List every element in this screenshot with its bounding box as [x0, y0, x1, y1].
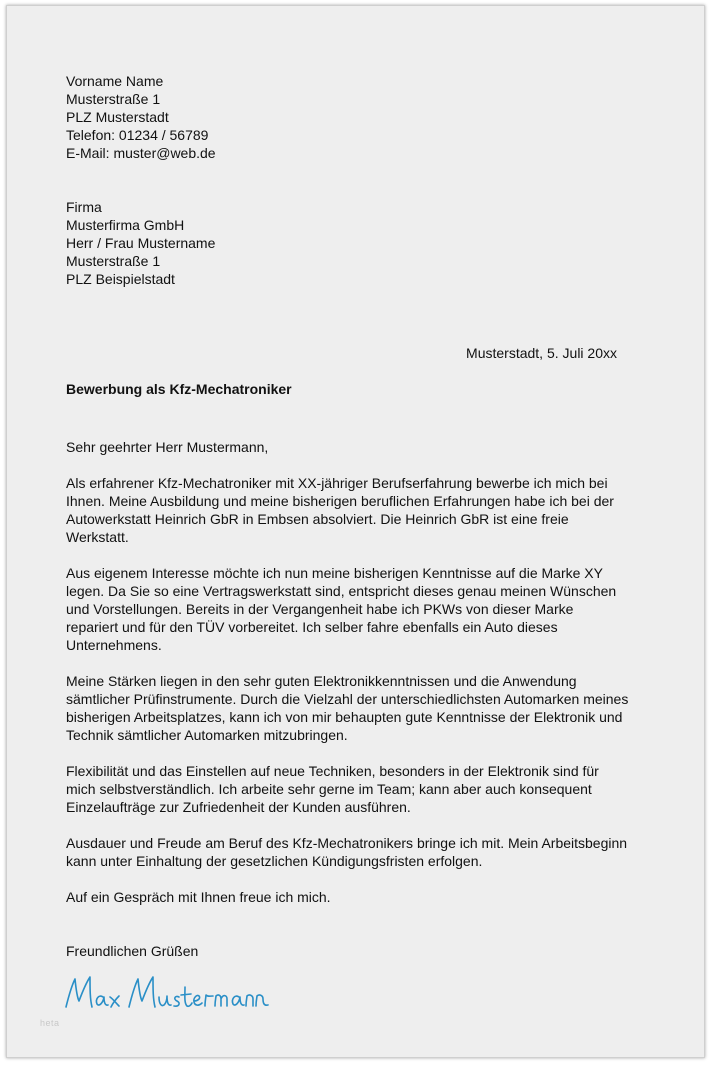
body-paragraph-3 [66, 672, 648, 744]
paragraph-line: kann unter Einhaltung der gesetzlichen Kündigungsfristen erfolgen. [66, 853, 483, 869]
paragraph-line: Meine Stärken liegen in den sehr guten Elektronikkenntnissen und die Anwendung [66, 673, 577, 689]
watermark: heta [40, 1018, 60, 1028]
paragraph-line: Auf ein Gespräch mit Ihnen freue ich mich. [66, 889, 331, 905]
paragraph-line: repariert und für den TÜV vorbereitet. Ich selber fahre ebenfalls ein Auto dieses [66, 619, 558, 635]
salutation: Sehr geehrter Herr Mustermann, [66, 439, 269, 455]
recipient-address [66, 198, 666, 288]
sender-street: Musterstraße 1 [66, 91, 161, 107]
paragraph-line: Werkstatt. [66, 529, 129, 545]
body-paragraph-5 [66, 834, 648, 870]
handwritten-signature [63, 971, 273, 1016]
paragraph-line: Flexibilität und das Einstellen auf neue Techniken, besonders in der Elektronik sind für [66, 763, 599, 779]
paragraph-line: Einzelaufträge zur Zufriedenheit der Kunden ausführen. [66, 799, 411, 815]
sender-name: Vorname Name [66, 73, 164, 89]
paragraph-line: Aus eigenem Interesse möchte ich nun meine bisherigen Kenntnisse auf die Marke XY [66, 565, 603, 581]
paragraph-line: legen. Da Sie so eine Vertragswerkstatt sind, entspricht dieses genau meinen Wünschen [66, 583, 617, 599]
recipient-street: Musterstraße 1 [66, 253, 161, 269]
sender-email: E-Mail: muster@web.de [66, 145, 216, 161]
body-paragraph-6 [66, 888, 648, 906]
paragraph-line: Autowerkstatt Heinrich GbR in Embsen absolviert. Die Heinrich GbR ist eine freie [66, 511, 569, 527]
paragraph-line: mich selbstverständlich. Ich arbeite sehr gerne im Team; kann aber auch konsequent [66, 781, 592, 797]
body-paragraph-2 [66, 564, 648, 654]
recipient-contact: Herr / Frau Mustername [66, 235, 216, 251]
paragraph-line: Technik sämtlicher Automarken mitzubringen. [66, 727, 348, 743]
letter-subject: Bewerbung als Kfz-Mechatroniker [66, 381, 292, 397]
paragraph-line: Unternehmens. [66, 637, 162, 653]
letter-page [6, 5, 705, 1058]
recipient-city: PLZ Beispielstadt [66, 271, 175, 287]
body-paragraph-4 [66, 762, 648, 816]
paragraph-line: sämtlicher Prüfinstrumente. Durch die Vielzahl der unterschiedlichsten Automarken meines [66, 691, 629, 707]
recipient-label: Firma [66, 199, 102, 215]
paragraph-line: Als erfahrener Kfz-Mechatroniker mit XX-jähriger Berufserfahrung bewerbe ich mich bei [66, 475, 608, 491]
paragraph-line: und Vorstellungen. Bereits in der Vergangenheit habe ich PKWs von dieser Marke [66, 601, 574, 617]
letter-date: Musterstadt, 5. Juli 20xx [466, 345, 617, 361]
sender-city: PLZ Musterstadt [66, 109, 169, 125]
closing: Freundlichen Grüßen [66, 943, 199, 959]
sender-phone: Telefon: 01234 / 56789 [66, 127, 209, 143]
recipient-company: Musterfirma GmbH [66, 217, 185, 233]
paragraph-line: Ihnen. Meine Ausbildung und meine bisherigen beruflichen Erfahrungen habe ich bei der [66, 493, 614, 509]
paragraph-line: Ausdauer und Freude am Beruf des Kfz-Mechatronikers bringe ich mit. Mein Arbeitsbeginn [66, 835, 628, 851]
body-paragraph-1 [66, 474, 648, 546]
paragraph-line: bisherigen Arbeitsplatzes, kann ich von mir behaupten gute Kenntnisse der Elektronik und [66, 709, 623, 725]
sender-address [66, 72, 666, 162]
